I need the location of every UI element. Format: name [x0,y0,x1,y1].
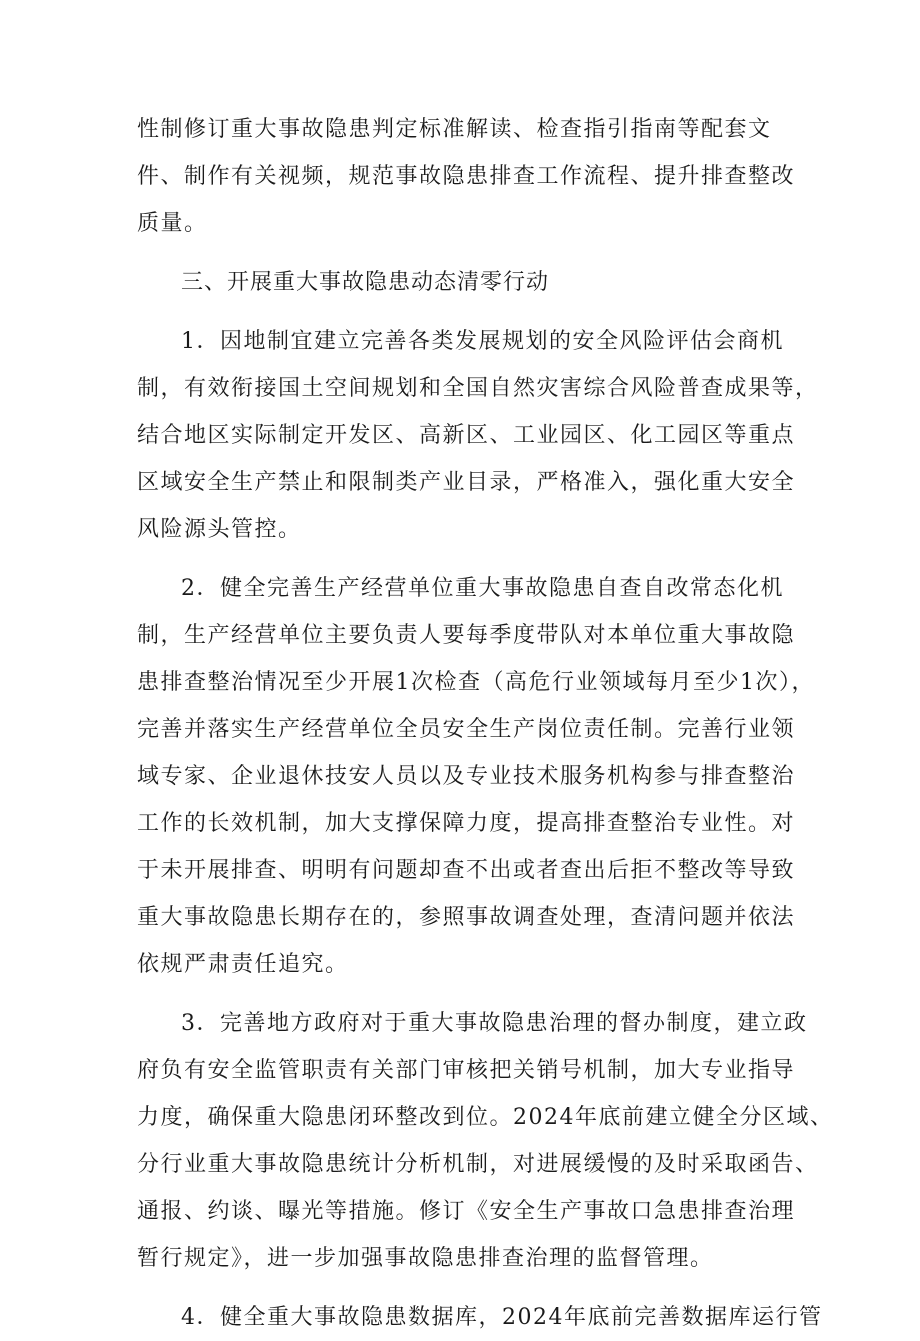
paragraph-1-start: 1．因地制宜建立完善各类发展规划的安全风险评估会商机 [181,329,784,354]
text-line: 制，有效衔接国土空间规划和全国自然灾害综合风险普查成果等， [137,376,819,401]
text-line: 区域安全生产禁止和限制类产业目录，严格准入，强化重大安全 [137,470,796,495]
text-line: 性制修订重大事故隐患判定标准解读、检查指引指南等配套文 [137,117,772,142]
document-body [137,106,834,1341]
text-line: 分行业重大事故隐患统计分析机制，对进展缓慢的及时采取函告、 [137,1152,819,1177]
text-line: 风险源头管控。 [137,517,302,542]
section-heading: 三、开展重大事故隐患动态清零行动 [181,270,550,295]
text-line: 于未开展排查、明明有问题却查不出或者查出后拒不整改等导致 [137,858,796,883]
text-line: 域专家、企业退休技安人员以及专业技术服务机构参与排查整治 [137,764,796,789]
text-line: 结合地区实际制定开发区、高新区、工业园区、化工园区等重点 [137,423,796,448]
text-line: 工作的长效机制，加大支撑保障力度，提高排查整治专业性。对 [137,811,796,836]
paragraph-3-start: 3．完善地方政府对于重大事故隐患治理的督办制度，建立政 [181,1011,808,1036]
text-line: 暂行规定》，进一步加强事故隐患排查治理的监督管理。 [137,1246,714,1271]
paragraph-4-start: 4．健全重大事故隐患数据库，2024年底前完善数据库运行管 [181,1305,823,1330]
text-line: 通报、约谈、曝光等措施。修订《安全生产事故口急患排查治理 [137,1199,796,1224]
text-line: 制，生产经营单位主要负责人要每季度带队对本单位重大事故隐 [137,623,796,648]
text-line: 质量。 [137,211,208,236]
text-line: 件、制作有关视频，规范事故隐患排查工作流程、提升排查整改 [137,164,796,189]
text-line: 重大事故隐患长期存在的，参照事故调查处理，查清问题并依法 [137,905,796,930]
text-line: 完善并落实生产经营单位全员安全生产岗位责任制。完善行业领 [137,717,796,742]
paragraph-2-start: 2．健全完善生产经营单位重大事故隐患自查自改常态化机 [181,576,784,601]
text-line: 力度，确保重大隐患闭环整改到位。2024年底前建立健全分区域、 [137,1105,834,1130]
text-line: 依规严肃责任追究。 [137,952,349,977]
text-line: 府负有安全监管职责有关部门审核把关销号机制，加大专业指导 [137,1058,796,1083]
text-line: 患排查整治情况至少开展1次检查（高危行业领域每月至少1次）， [137,670,815,695]
